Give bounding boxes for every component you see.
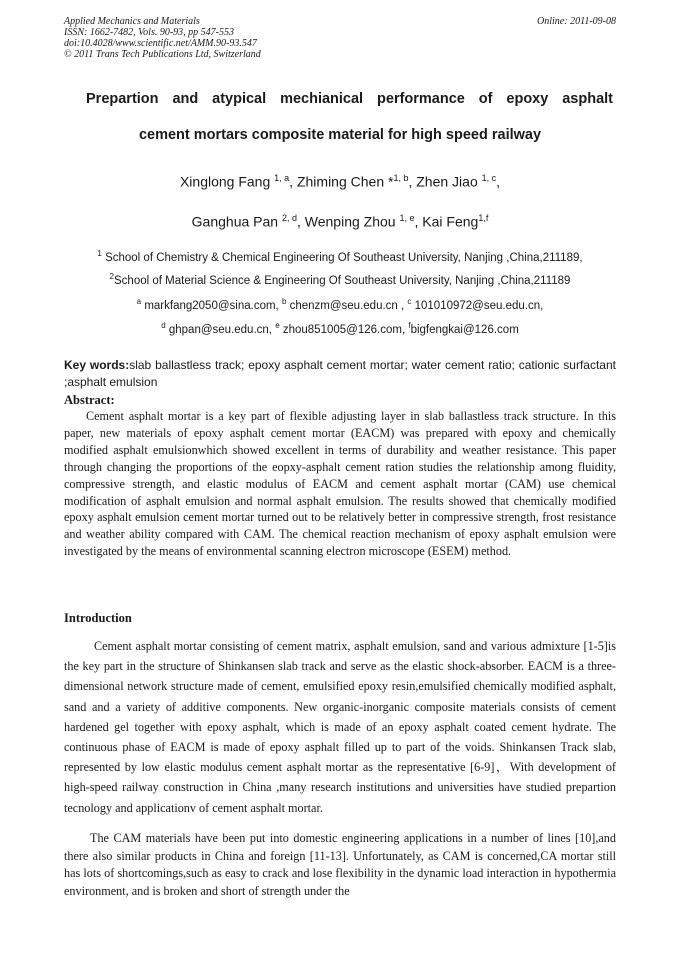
author-separator: , (414, 213, 423, 230)
journal-header (64, 16, 616, 60)
email-link[interactable]: ghpan@seu.edu.cn (168, 323, 269, 336)
affiliation-1 (64, 247, 616, 265)
author-emails-line-2 (64, 319, 616, 337)
author-name: Kai Feng (422, 213, 479, 230)
email-separator: , (275, 299, 282, 312)
affiliation-2 (64, 270, 616, 288)
abstract-heading: Abstract: (64, 393, 115, 407)
affiliation-number: 2 (109, 272, 114, 281)
keywords-label: Key words: (64, 358, 130, 372)
journal-copyright: © 2011 Trans Tech Publications Ltd, Switzerland (64, 49, 261, 60)
author-affil-sup: 2, d (281, 213, 297, 223)
author-affil-sup: 1, e (399, 213, 415, 223)
authors-line-2 (64, 209, 616, 231)
online-date: Online: 2011-09-08 (537, 16, 616, 27)
email-sup: f (408, 321, 411, 330)
email-separator: , (401, 323, 409, 336)
email-link[interactable]: markfang2050@sina.com (144, 299, 276, 312)
journal-doi[interactable]: doi:10.4028/www.scientific.net/AMM.90-93.547 (64, 38, 257, 49)
email-sup: d (161, 321, 166, 330)
author-affil-sup: 1, b (393, 173, 409, 183)
email-sup: a (136, 297, 142, 306)
introduction-heading: Introduction (64, 611, 132, 625)
author-affil-sup: 1, c (481, 173, 497, 183)
author-name: Zhen Jiao (416, 173, 478, 190)
keywords (64, 357, 616, 391)
keywords-text: slab ballastless track; epoxy asphalt cement mortar; water cement ratio; cationic surfactant ;asphalt emulsion (64, 358, 616, 389)
introduction-paragraph-1: Cement asphalt mortar consisting of cement matrix, asphalt emulsion, sand and various admixture [1-5]is the key part in the structure of Shinkansen slab track and serve as the elastic shock-absorber. EACM is a three-dimensional network structure made of cement, emulsified epoxy resin,emulsified chemically modified asphalt, sand and a variety of additive components. New organic-inorganic composite materials consists of cement hardened gel together with epoxy asphalt, which is made of an epoxy asphalt coated cement hydrate. The continuous phase of EACM is made of epoxy asphalt filled up to part of the voids. Shinkansen Track slab, represented by low elastic modulus cement asphalt mortar as the representative [6-9]，With development of high-speed railway construction in China ,many research institutions and universities have studied prepartion tecnology and applicationv of cement asphalt mortar. (64, 639, 616, 815)
email-sup: b (281, 297, 287, 306)
author-affil-sup: 1, a (274, 173, 290, 183)
journal-issn: ISSN: 1662-7482, Vols. 90-93, pp 547-553 (64, 27, 234, 38)
author-separator: , (289, 173, 297, 190)
email-sup: e (275, 321, 280, 330)
authors-line-1 (64, 169, 616, 191)
email-link[interactable]: bigfengkai@126.com (410, 323, 519, 336)
email-sup: c (407, 297, 412, 306)
paper-title-line-1: Prepartion and atypical mechianical performance of epoxy asphalt (86, 91, 613, 107)
author-emails-line-1 (64, 295, 616, 313)
paper-title-line-2: cement mortars composite material for high speed railway (138, 127, 542, 143)
email-link[interactable]: chenzm@seu.edu.cn (289, 299, 398, 312)
email-separator: , (397, 299, 408, 312)
email-link[interactable]: zhou851005@126.com (282, 323, 402, 336)
author-name: Ganghua Pan (191, 213, 279, 230)
author-separator: , (496, 173, 501, 190)
journal-name: Applied Mechanics and Materials (64, 16, 200, 27)
author-separator: , (408, 173, 417, 190)
introduction-paragraph-2: The CAM materials have been put into domestic engineering applications in a number of lines [10],and there also similar products in China and foreign [11-13]. Unfortunately, as CAM is concerned,CA mortar still has lots of shortcomings,such as easy to crack and lose flexibility in the dynamic load interaction in hypothermia environment, and is broken and short of strength under the (64, 831, 616, 898)
author-name: Zhiming Chen * (296, 173, 394, 190)
email-separator: , (540, 299, 544, 312)
affiliation-text: School of Material Science & Engineering Of Southeast University, Nanjing ,China,211189 (114, 274, 571, 287)
affiliation-number: 1 (97, 249, 102, 258)
affiliation-text: School of Chemistry & Chemical Engineering Of Southeast University, Nanjing ,China,211189, (105, 251, 583, 264)
author-separator: , (296, 213, 305, 230)
email-separator: , (268, 323, 276, 336)
author-name: Wenping Zhou (304, 213, 396, 230)
author-affil-sup: 1,f (478, 213, 489, 223)
email-link[interactable]: 101010972@seu.edu.cn (414, 299, 541, 312)
author-name: Xinglong Fang (179, 173, 271, 190)
abstract-body: Cement asphalt mortar is a key part of flexible adjusting layer in slab ballastless track structure. In this paper, new materials of epoxy asphalt cement mortar (EACM) was prepared with epoxy and chemically modified asphalt emulsionwhich showed excellent in terms of durability and weather resistance. This paper through changing the proportions of the eopxy-asphalt cement ration studies the relationship among fluidity, compressive strength, and elastic modulus of EACM and cement asphalt mortar (CAM) use chemical modification of asphalt emulsion and normal asphalt emulsion. The results showed that chemically modified epoxy asphalt emulsion cement mortar turned out to be relatively better in compressive strength, frost resistance and weather ability compared with CAM. The chemical reaction mechanism of epoxy asphalt emulsion were investigated by the means of environmental scanning electron microscope (ESEM) method. (64, 409, 616, 559)
